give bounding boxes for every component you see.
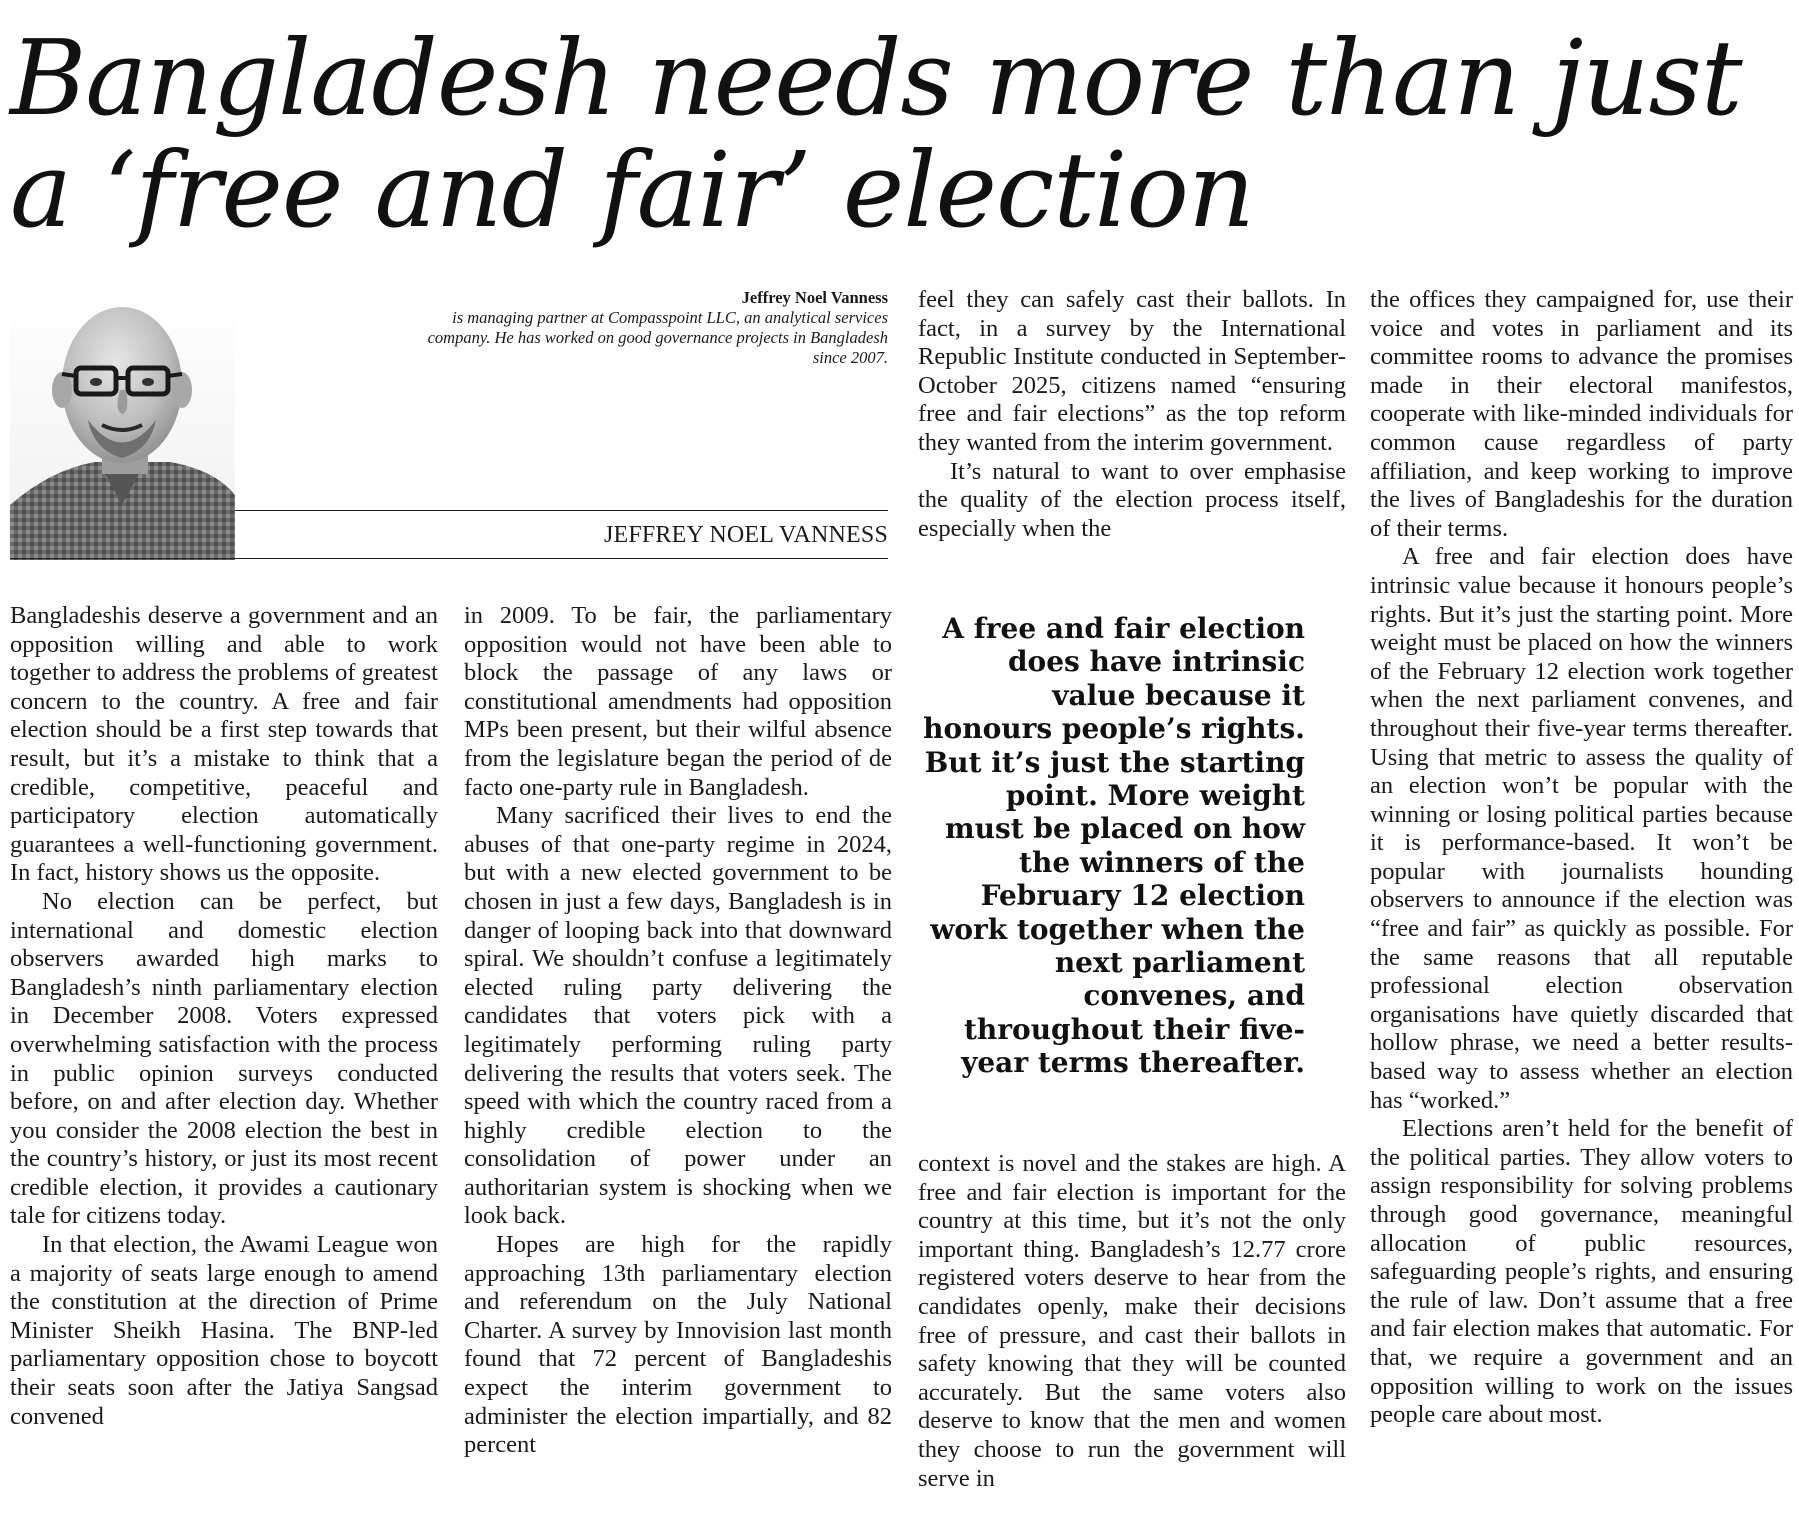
author-photo — [10, 290, 235, 560]
article-column-2 — [464, 602, 892, 1460]
author-bio — [420, 288, 888, 368]
byline: JEFFREY NOEL VANNESS — [603, 522, 888, 548]
paragraph: context is novel and the stakes are high. A free and fair election is important for the country at this time, but it’s not the only important thing. Bangladesh’s 12.77 crore registered voters deserve to hear from the candidates openly, make their decisions free of pressure, and cast their ballots in safety knowing that they will be counted accurately. But the same voters also deserve to know that the men and women they choose to run the government will serve in — [918, 1150, 1346, 1492]
author-bio-name: Jeffrey Noel Vanness — [741, 288, 888, 307]
article-column-4 — [1370, 286, 1793, 1430]
paragraph: feel they can safely cast their ballots. In fact, in a survey by the International Republic Institute conducted in September-October 2025, citizens named “ensuring free and fair elections” as the top reform they wanted from the interim government. — [918, 286, 1346, 456]
paragraph: Hopes are high for the rapidly approaching 13th parliamentary election and referendum on the July National Charter. A survey by Innovision last month found that 72 percent of Bangladeshis expect the interim government to administer the election impartially, and 82 percent — [464, 1231, 892, 1459]
headline: Bangladesh needs more than just a ‘free and fair’ election — [10, 17, 1742, 251]
paragraph: Bangladeshis deserve a government and an opposition willing and able to work together to address the problems of greatest concern to the country. A free and fair election should be a first step towards that result, but it’s a mistake to think that a credible, competitive, peaceful and participatory election automatically guarantees a well-functioning government. In fact, history shows us the opposite. — [10, 602, 438, 887]
article-column-1 — [10, 602, 438, 1431]
article-column-3-top — [918, 286, 1346, 543]
article-column-3-bottom — [918, 1150, 1346, 1493]
paragraph: Elections aren’t held for the benefit of the political parties. They allow voters to assign responsibility for solving problems through good governance, meaningful allocation of public resources, safeguarding people’s rights, and ensuring the rule of law. Don’t assume that a free and fair election makes that automatic. For that, we require a government and an opposition willing to work on the issues people care about most. — [1370, 1115, 1793, 1429]
paragraph: Many sacrificed their lives to end the abuses of that one-party regime in 2024, but with a new elected government to be chosen in just a few days, Bangladesh is in danger of looping back into that downward spiral. We shouldn’t confuse a legitimately elected ruling party delivering the candidates that voters pick with a legitimately performing ruling party delivering the results that voters seek. The speed with which the country raced from a highly credible election to the consolidation of power under an authoritarian system is shocking when we look back. — [464, 802, 892, 1230]
paragraph: It’s natural to want to over emphasise the quality of the election process itself, especially when the — [918, 457, 1346, 542]
byline-divider — [235, 510, 888, 511]
author-bio-text: is managing partner at Compasspoint LLC, an analytical services company. He has worked on good governance projects in Bangladesh since 2007. — [427, 308, 888, 367]
pull-quote: A free and fair election does have intrinsic value because it honours people’s rights. But it’s just the starting point. More weight must be placed on how the winners of the February 12 election work together when the next parliament convenes, and throughout their five-year terms thereafter. — [923, 612, 1305, 1080]
paragraph: in 2009. To be fair, the parliamentary opposition would not have been able to block the passage of any laws or constitutional amendments had opposition MPs been present, but their wilful absence from the legislature began the period of de facto one-party rule in Bangladesh. — [464, 602, 892, 801]
paragraph: the offices they campaigned for, use their voice and votes in parliament and its committee rooms to advance the promises made in their electoral manifestos, cooperate with like-minded individuals for common cause regardless of party affiliation, and keep working to improve the lives of Bangladeshis for the duration of their terms. — [1370, 286, 1793, 542]
paragraph: In that election, the Awami League won a majority of seats large enough to amend the constitution at the direction of Prime Minister Sheikh Hasina. The BNP-led parliamentary opposition chose to boycott their seats soon after the Jatiya Sangsad convened — [10, 1231, 438, 1430]
paragraph: A free and fair election does have intrinsic value because it honours people’s rights. But it’s just the starting point. More weight must be placed on how the winners of the February 12 election work together when the next parliament convenes, and throughout their five-year terms thereafter. Using that metric to assess the quality of an election won’t be popular with the winning or losing political parties because it is performance-based. It won’t be popular with journalists hounding observers to announce if the election was “free and fair” as quickly as possible. For the same reasons that all reputable professional election observation organisations have quietly discarded that hollow phrase, we need a better results-based way to assess whether an election has “worked.” — [1370, 543, 1793, 1114]
paragraph: No election can be perfect, but international and domestic election observers awarded high marks to Bangladesh’s ninth parliamentary election in December 2008. Voters expressed overwhelming satisfaction with the process in public opinion surveys conducted before, on and after election day. Whether you consider the 2008 election the best in the country’s history, or just its most recent credible election, it provides a cautionary tale for citizens today. — [10, 887, 438, 1230]
byline-bottom-divider — [10, 558, 888, 559]
